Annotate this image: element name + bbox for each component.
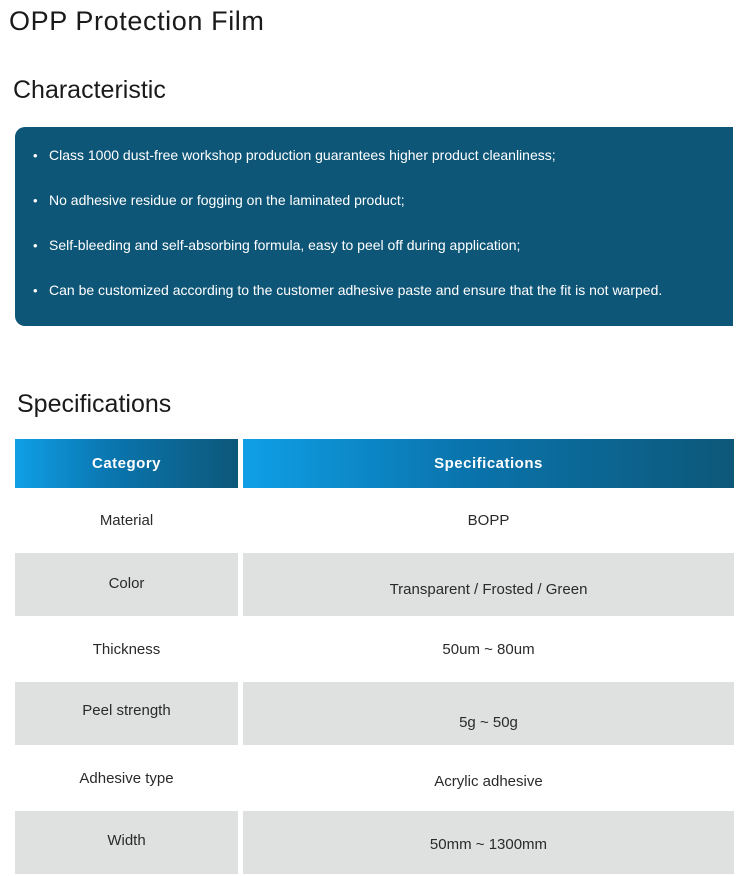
bullet-icon: •	[33, 148, 38, 163]
table-row-category: Peel strength	[15, 682, 238, 745]
characteristic-item	[33, 281, 662, 300]
characteristic-item	[33, 146, 556, 165]
table-row-value: 5g ~ 50g	[243, 682, 734, 745]
column-header-category: Category	[15, 439, 238, 488]
table-row-category: Thickness	[92, 640, 161, 658]
table-row-category: Adhesive type	[79, 769, 174, 787]
table-row-value: Transparent / Frosted / Green	[243, 553, 734, 616]
characteristic-item-text: Can be customized according to the customer adhesive paste and ensure that the fit is not warped.	[49, 282, 663, 298]
table-row-category: Material	[99, 511, 154, 529]
characteristic-item	[33, 191, 405, 210]
table-row-value: 50mm ~ 1300mm	[243, 811, 734, 874]
characteristic-item-text: Self-bleeding and self-absorbing formula, easy to peel off during application;	[49, 237, 521, 253]
bullet-icon: •	[33, 283, 38, 298]
characteristic-item-text: Class 1000 dust-free workshop production guarantees higher product cleanliness;	[49, 147, 556, 163]
specifications-heading: Specifications	[17, 390, 172, 418]
characteristic-item-text: No adhesive residue or fogging on the laminated product;	[49, 192, 405, 208]
table-row-value: Acrylic adhesive	[434, 772, 543, 790]
column-header-specifications: Specifications	[243, 439, 734, 488]
table-row-value: 50um ~ 80um	[442, 640, 535, 658]
characteristic-item	[33, 236, 520, 255]
characteristic-heading: Characteristic	[13, 76, 166, 104]
characteristic-panel	[15, 127, 733, 326]
page-title: OPP Protection Film	[9, 6, 265, 36]
bullet-icon: •	[33, 193, 38, 208]
table-row-category: Color	[15, 553, 238, 616]
table-row-value: BOPP	[467, 511, 510, 529]
bullet-icon: •	[33, 238, 38, 253]
table-row-category: Width	[15, 811, 238, 874]
